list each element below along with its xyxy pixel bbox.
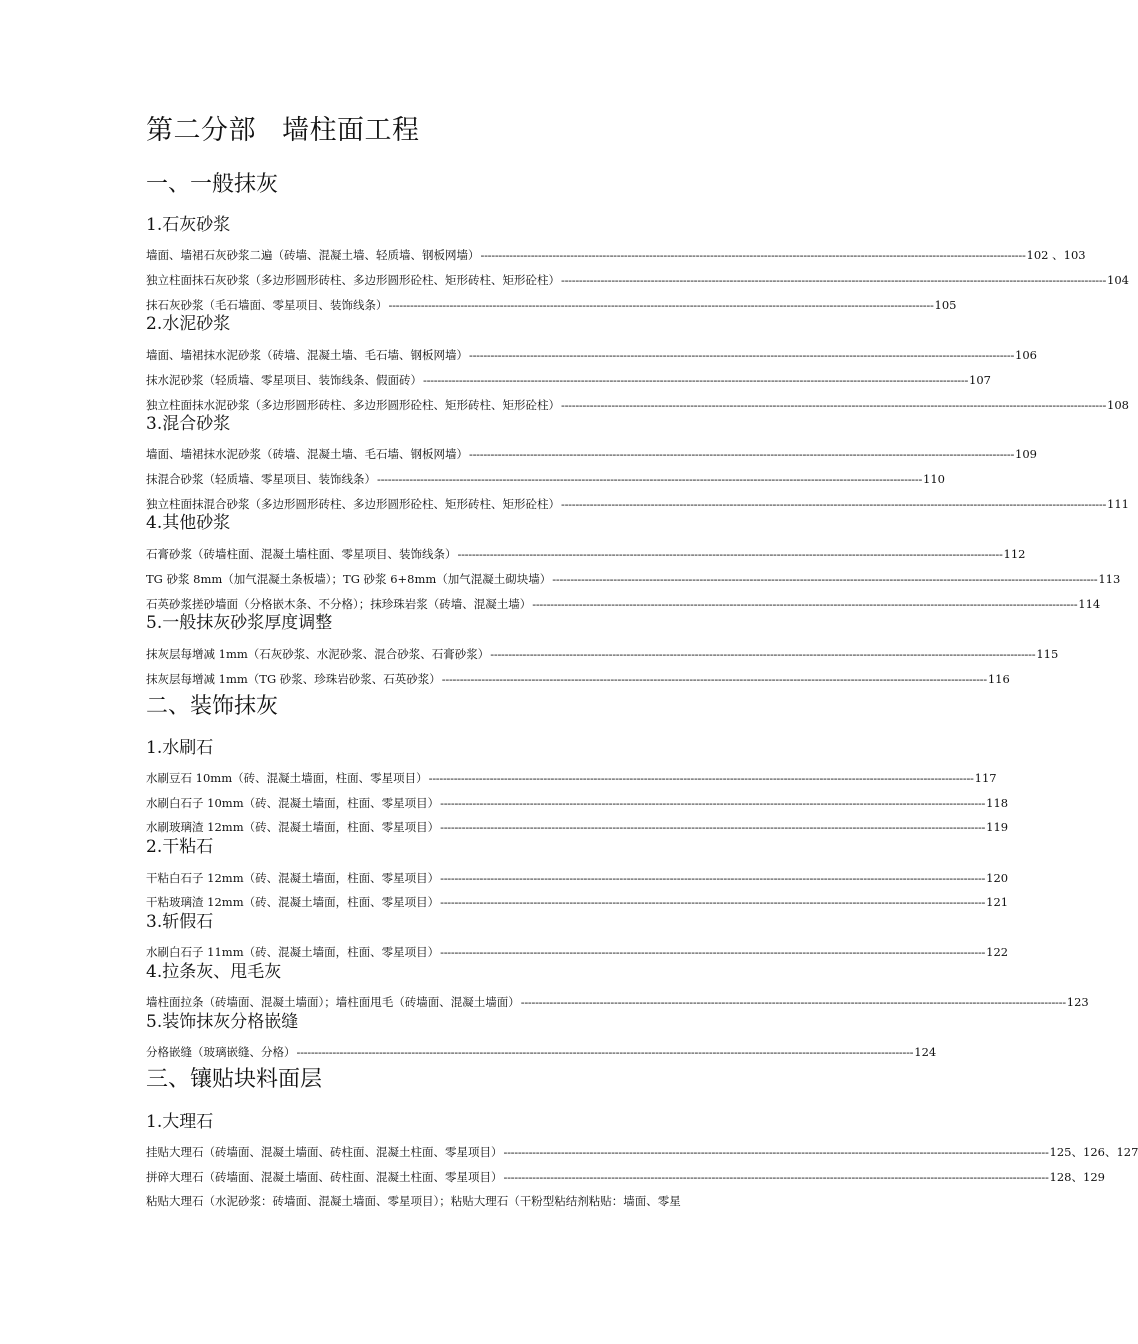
- entry-page: 123: [1066, 995, 1089, 1009]
- group-heading: 2.水泥砂浆: [146, 314, 231, 334]
- toc-entry: [146, 670, 1010, 688]
- leader-dashes: --------------------------------------------------------------------------------------------------------------------------------------------------------: [503, 1145, 1049, 1159]
- entry-text: 墙面、墙裙抹水泥砂浆（砖墙、混凝土墙、毛石墙、钢板网墙）: [146, 447, 468, 461]
- toc-entry: [146, 1043, 937, 1061]
- leader-dashes: --------------------------------------------------------------------------------------------------------------------------------------------------------: [377, 472, 923, 486]
- group-heading: 4.其他砂浆: [146, 513, 231, 533]
- leader-dashes: --------------------------------------------------------------------------------------------------------------------------------------------------------: [490, 647, 1036, 661]
- entry-page: 118: [986, 796, 1009, 810]
- leader-dashes: --------------------------------------------------------------------------------------------------------------------------------------------------------: [503, 1170, 1049, 1184]
- entry-text: 拼碎大理石（砖墙面、混凝土墙面、砖柱面、混凝土柱面、零星项目）: [146, 1170, 503, 1184]
- leader-dashes: --------------------------------------------------------------------------------------------------------------------------------------------------------: [440, 945, 986, 959]
- toc-entry: [146, 993, 1089, 1011]
- toc-entry: [146, 445, 1037, 463]
- entry-text: 墙面、墙裙石灰砂浆二遍（砖墙、混凝土墙、轻质墙、钢板网墙）: [146, 248, 480, 262]
- toc-entry: [146, 1143, 1138, 1161]
- entry-text: 抹灰层每增减 1mm（TG 砂浆、珍珠岩砂浆、石英砂浆）: [146, 672, 441, 686]
- entry-page: 124: [914, 1045, 937, 1059]
- entry-text: TG 砂浆 8mm（加气混凝土条板墙）；TG 砂浆 6+8mm（加气混凝土砌块墙）: [146, 572, 552, 586]
- toc-entry: [146, 1192, 810, 1210]
- section-heading: 二、装饰抹灰: [146, 694, 279, 719]
- entry-text: 墙柱面拉条（砖墙面、混凝土墙面）；墙柱面甩毛（砖墙面、混凝土墙面）: [146, 995, 520, 1009]
- entry-text: 墙面、墙裙抹水泥砂浆（砖墙、混凝土墙、毛石墙、钢板网墙）: [146, 348, 468, 362]
- leader-dashes: --------------------------------------------------------------------------------------------------------------------------------------------------------: [440, 820, 986, 834]
- entry-page: 106: [1015, 348, 1037, 362]
- entry-text: 石膏砂浆（砖墙柱面、混凝土墙柱面、零星项目、装饰线条）: [146, 547, 457, 561]
- entry-page: 117: [974, 771, 997, 785]
- entry-page: 121: [986, 895, 1009, 909]
- toc-entry: [146, 346, 1037, 364]
- leader-dashes: --------------------------------------------------------------------------------------------------------------------------------------------------------: [388, 298, 934, 312]
- entry-page: 116: [987, 672, 1010, 686]
- leader-dashes: --------------------------------------------------------------------------------------------------------------------------------------------------------: [440, 871, 986, 885]
- section-heading: 一、一般抹灰: [146, 172, 279, 197]
- toc-entry: [146, 545, 1026, 563]
- group-heading: 3.斩假石: [146, 912, 214, 932]
- entry-text: 挂贴大理石（砖墙面、混凝土墙面、砖柱面、混凝土柱面、零星项目）: [146, 1145, 503, 1159]
- entry-text: 水刷玻璃渣 12mm（砖、混凝土墙面，柱面、零星项目）: [146, 820, 440, 834]
- leader-dashes: --------------------------------------------------------------------------------------------------------------------------------------------------------: [423, 373, 969, 387]
- section-heading: 三、镶贴块料面层: [146, 1067, 323, 1092]
- entry-page: 111: [1107, 497, 1129, 511]
- entry-text: 抹混合砂浆（轻质墙、零星项目、装饰线条）: [146, 472, 376, 486]
- toc-entry: [146, 893, 1009, 911]
- entry-text: 抹灰层每增减 1mm（石灰砂浆、水泥砂浆、混合砂浆、石膏砂浆）: [146, 647, 490, 661]
- toc-entry: [146, 296, 957, 314]
- entry-text: 独立柱面抹石灰砂浆（多边形圆形砖柱、多边形圆形砼柱、矩形砖柱、矩形砼柱）: [146, 273, 560, 287]
- toc-entry: [146, 769, 997, 787]
- toc-entry: [146, 570, 1121, 588]
- entry-page: 108: [1107, 398, 1129, 412]
- leader-dashes: --------------------------------------------------------------------------------------------------------------------------------------------------------: [440, 895, 986, 909]
- leader-dashes: --------------------------------------------------------------------------------------------------------------------------------------------------------: [480, 248, 1026, 262]
- group-heading: 5.装饰抹灰分格嵌缝: [146, 1012, 299, 1032]
- leader-dashes: ----------------------------------------------------------------------------------------------------------------------------------------------------------------------------: [296, 1045, 914, 1059]
- entry-page: 122: [986, 945, 1009, 959]
- toc-entry: [146, 818, 1009, 836]
- entry-page: 114: [1078, 597, 1101, 611]
- group-heading: 2.干粘石: [146, 837, 214, 857]
- toc-entry: [146, 869, 1009, 887]
- leader-dashes: --------------------------------------------------------------------------------------------------------------------------------------------------------: [552, 572, 1098, 586]
- entry-text: 干粘白石子 12mm（砖、混凝土墙面，柱面、零星项目）: [146, 871, 440, 885]
- entry-page: 109: [1015, 447, 1037, 461]
- leader-dashes: --------------------------------------------------------------------------------------------------------------------------------------------------------: [457, 547, 1003, 561]
- title-part: 第二分部: [146, 115, 256, 146]
- group-heading: 3.混合砂浆: [146, 414, 231, 434]
- leader-dashes: --------------------------------------------------------------------------------------------------------------------------------------------------------: [520, 995, 1066, 1009]
- entry-page: 128、129: [1049, 1170, 1105, 1184]
- entry-page: 105: [934, 298, 957, 312]
- entry-text: 独立柱面抹水泥砂浆（多边形圆形砖柱、多边形圆形砼柱、矩形砖柱、矩形砼柱）: [146, 398, 560, 412]
- title-name: 墙柱面工程: [282, 115, 420, 146]
- entry-text: 水刷白石子 11mm（砖、混凝土墙面，柱面、零星项目）: [146, 945, 440, 959]
- entry-page: 115: [1036, 647, 1059, 661]
- leader-dashes: --------------------------------------------------------------------------------------------------------------------------------------------------------: [469, 348, 1015, 362]
- entry-page: 110: [923, 472, 945, 486]
- toc-entry: [146, 645, 1059, 663]
- leader-dashes: --------------------------------------------------------------------------------------------------------------------------------------------------------: [561, 497, 1107, 511]
- toc-entry: [146, 794, 1009, 812]
- entry-page: 113: [1098, 572, 1121, 586]
- entry-page: 104: [1107, 273, 1129, 287]
- entry-text: 水刷豆石 10mm（砖、混凝土墙面，柱面、零星项目）: [146, 771, 428, 785]
- toc-entry: [146, 246, 1086, 264]
- entry-page: 112: [1003, 547, 1026, 561]
- group-heading: 1.石灰砂浆: [146, 215, 231, 235]
- entry-page: 120: [986, 871, 1009, 885]
- toc-entry: [146, 1168, 1105, 1186]
- group-heading: 1.大理石: [146, 1112, 214, 1132]
- group-heading: 4.拉条灰、甩毛灰: [146, 962, 282, 982]
- entry-page: 125、126、127: [1049, 1145, 1138, 1159]
- toc-entry: [146, 371, 991, 389]
- toc-entry: [146, 396, 1129, 414]
- entry-page: 102 、103: [1026, 248, 1086, 262]
- leader-dashes: --------------------------------------------------------------------------------------------------------------------------------------------------------: [561, 398, 1107, 412]
- entry-text: 抹水泥砂浆（轻质墙、零星项目、装饰线条、假面砖）: [146, 373, 422, 387]
- toc-entry: [146, 495, 1129, 513]
- leader-dashes: --------------------------------------------------------------------------------------------------------------------------------------------------------: [441, 672, 987, 686]
- toc-entry: [146, 271, 1129, 289]
- entry-text: 水刷白石子 10mm（砖、混凝土墙面，柱面、零星项目）: [146, 796, 440, 810]
- entry-text: 粘贴大理石（水泥砂浆：砖墙面、混凝土墙面、零星项目）；粘贴大理石（干粉型粘结剂粘贴：墙面、零星: [146, 1194, 681, 1208]
- group-heading: 1.水刷石: [146, 738, 214, 758]
- toc-entry: [146, 943, 1009, 961]
- entry-page: 119: [986, 820, 1009, 834]
- entry-text: 石英砂浆搓砂墙面（分格嵌木条、不分格）；抹珍珠岩浆（砖墙、混凝土墙）: [146, 597, 532, 611]
- entry-text: 分格嵌缝（玻璃嵌缝、分格）: [146, 1045, 296, 1059]
- group-heading: 5.一般抹灰砂浆厚度调整: [146, 613, 333, 633]
- entry-text: 抹石灰砂浆（毛石墙面、零星项目、装饰线条）: [146, 298, 388, 312]
- entry-text: 独立柱面抹混合砂浆（多边形圆形砖柱、多边形圆形砼柱、矩形砖柱、矩形砼柱）: [146, 497, 560, 511]
- leader-dashes: --------------------------------------------------------------------------------------------------------------------------------------------------------: [440, 796, 986, 810]
- leader-dashes: --------------------------------------------------------------------------------------------------------------------------------------------------------: [532, 597, 1078, 611]
- leader-dashes: --------------------------------------------------------------------------------------------------------------------------------------------------------: [561, 273, 1107, 287]
- leader-dashes: --------------------------------------------------------------------------------------------------------------------------------------------------------: [428, 771, 974, 785]
- entry-text: 干粘玻璃渣 12mm（砖、混凝土墙面，柱面、零星项目）: [146, 895, 440, 909]
- leader-dashes: --------------------------------------------------------------------------------------------------------------------------------------------------------: [469, 447, 1015, 461]
- page-title: [146, 113, 420, 149]
- entry-page: 107: [969, 373, 991, 387]
- toc-entry: [146, 470, 945, 488]
